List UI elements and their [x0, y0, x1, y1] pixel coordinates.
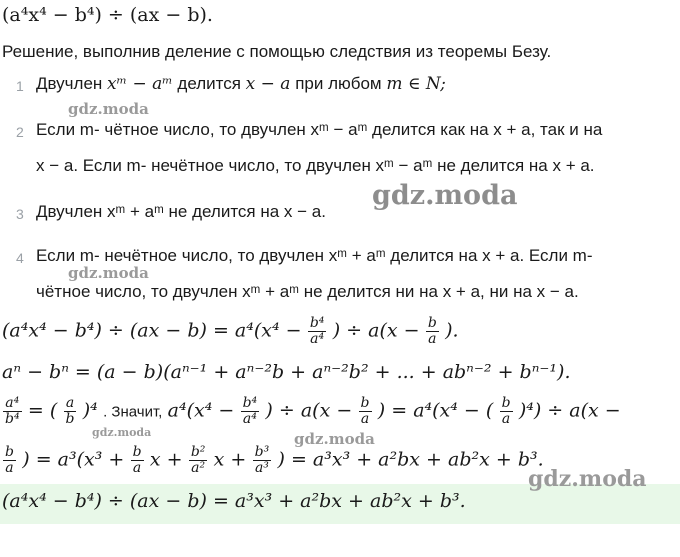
list-text: Если m- нечётное число, то двучлен xᵐ + aᵐ делится на x + a. Если m-	[36, 246, 593, 265]
fraction: $\frac{b}{a}$	[360, 395, 370, 427]
fraction: $\frac{\text{b²}}{\text{a²}}$	[190, 444, 206, 476]
list-text: чётное число, то двучлен xᵐ + aᵐ не делится ни на x + a, ни на x − a.	[36, 282, 579, 301]
fraction: $\frac{\text{b³}}{\text{a³}}$	[254, 444, 270, 476]
list-number: 4	[16, 250, 24, 266]
list-text: делится	[177, 74, 241, 93]
math-expr: xᵐ − aᵐ	[107, 74, 173, 94]
fraction: $\frac{\text{b⁴}}{\text{a⁴}}$	[309, 315, 325, 347]
fraction: $\frac{b}{a}$	[501, 395, 511, 427]
fraction: $\frac{a}{b}$	[65, 395, 75, 427]
fraction: $\frac{b}{a}$	[427, 315, 437, 347]
equation-4: $\frac{b}{a}$ ) = a³(x³ + $\frac{b}{a}$ x + $\frac{\text{b²}}{\text{a²}}$ x + $\frac{\text{b³}}{\text{a³}}$ ) = a³x³ + a²bx + ab²x + b³.	[5, 444, 544, 476]
problem-statement: (a⁴x⁴ − b⁴) ÷ (ax − b).	[2, 4, 213, 26]
math-expr: x − a	[245, 74, 291, 94]
watermark: gdz.moda	[68, 100, 149, 118]
watermark: gdz.moda	[92, 426, 152, 439]
list-number: 1	[16, 78, 24, 94]
list-text: Двучлен xᵐ + aᵐ не делится на x − a.	[36, 202, 326, 221]
equation-2: aⁿ − bⁿ = (a − b)(aⁿ⁻¹ + aⁿ⁻²b + aⁿ⁻²b² + ... + abⁿ⁻² + bⁿ⁻¹).	[2, 361, 571, 383]
equation-3: $\frac{\text{a⁴}}{\text{b⁴}}$ = ( $\frac{a}{b}$ )⁴ . Значит, a⁴(x⁴ − $\frac{\text{b⁴}}{\text{a⁴}}$ ) ÷ a(x − $\frac{b}{a}$ ) = a⁴(x⁴ − ( $\frac{b}{a}$ )⁴) ÷ a(x −	[5, 395, 621, 427]
list-number: 3	[16, 206, 24, 222]
list-text: при любом	[295, 74, 382, 93]
fraction: $\frac{\text{a⁴}}{\text{b⁴}}$	[5, 395, 20, 427]
watermark: gdz.moda	[528, 466, 647, 492]
solution-intro: Решение, выполнив деление с помощью следствия из теоремы Безу.	[2, 42, 552, 61]
equation-1: (a⁴x⁴ − b⁴) ÷ (ax − b) = a⁴(x⁴ − $\frac{\text{b⁴}}{\text{a⁴}}$ ) ÷ a(x − $\frac{b}{a}$ ).	[2, 315, 459, 347]
znachit-text: . Значит,	[103, 403, 163, 421]
fraction: $\frac{b}{a}$	[132, 444, 142, 476]
watermark: gdz.moda	[372, 180, 518, 211]
list-text: Двучлен	[36, 74, 103, 93]
fraction: $\frac{b}{a}$	[5, 444, 14, 476]
final-answer: (a⁴x⁴ − b⁴) ÷ (ax − b) = a³x³ + a²bx + ab²x + b³.	[2, 490, 466, 512]
watermark: gdz.moda	[294, 430, 375, 448]
list-number: 2	[16, 124, 24, 140]
fraction: $\frac{\text{b⁴}}{\text{a⁴}}$	[242, 395, 258, 427]
list-text: x − a. Если m- нечётное число, то двучлен xᵐ − aᵐ не делится на x + a.	[36, 156, 595, 175]
watermark: gdz.moda	[68, 264, 149, 282]
list-text: Если m- чётное число, то двучлен xᵐ − aᵐ делится как на x + a, так и на	[36, 120, 603, 139]
math-expr: m ∈ N;	[386, 74, 446, 94]
